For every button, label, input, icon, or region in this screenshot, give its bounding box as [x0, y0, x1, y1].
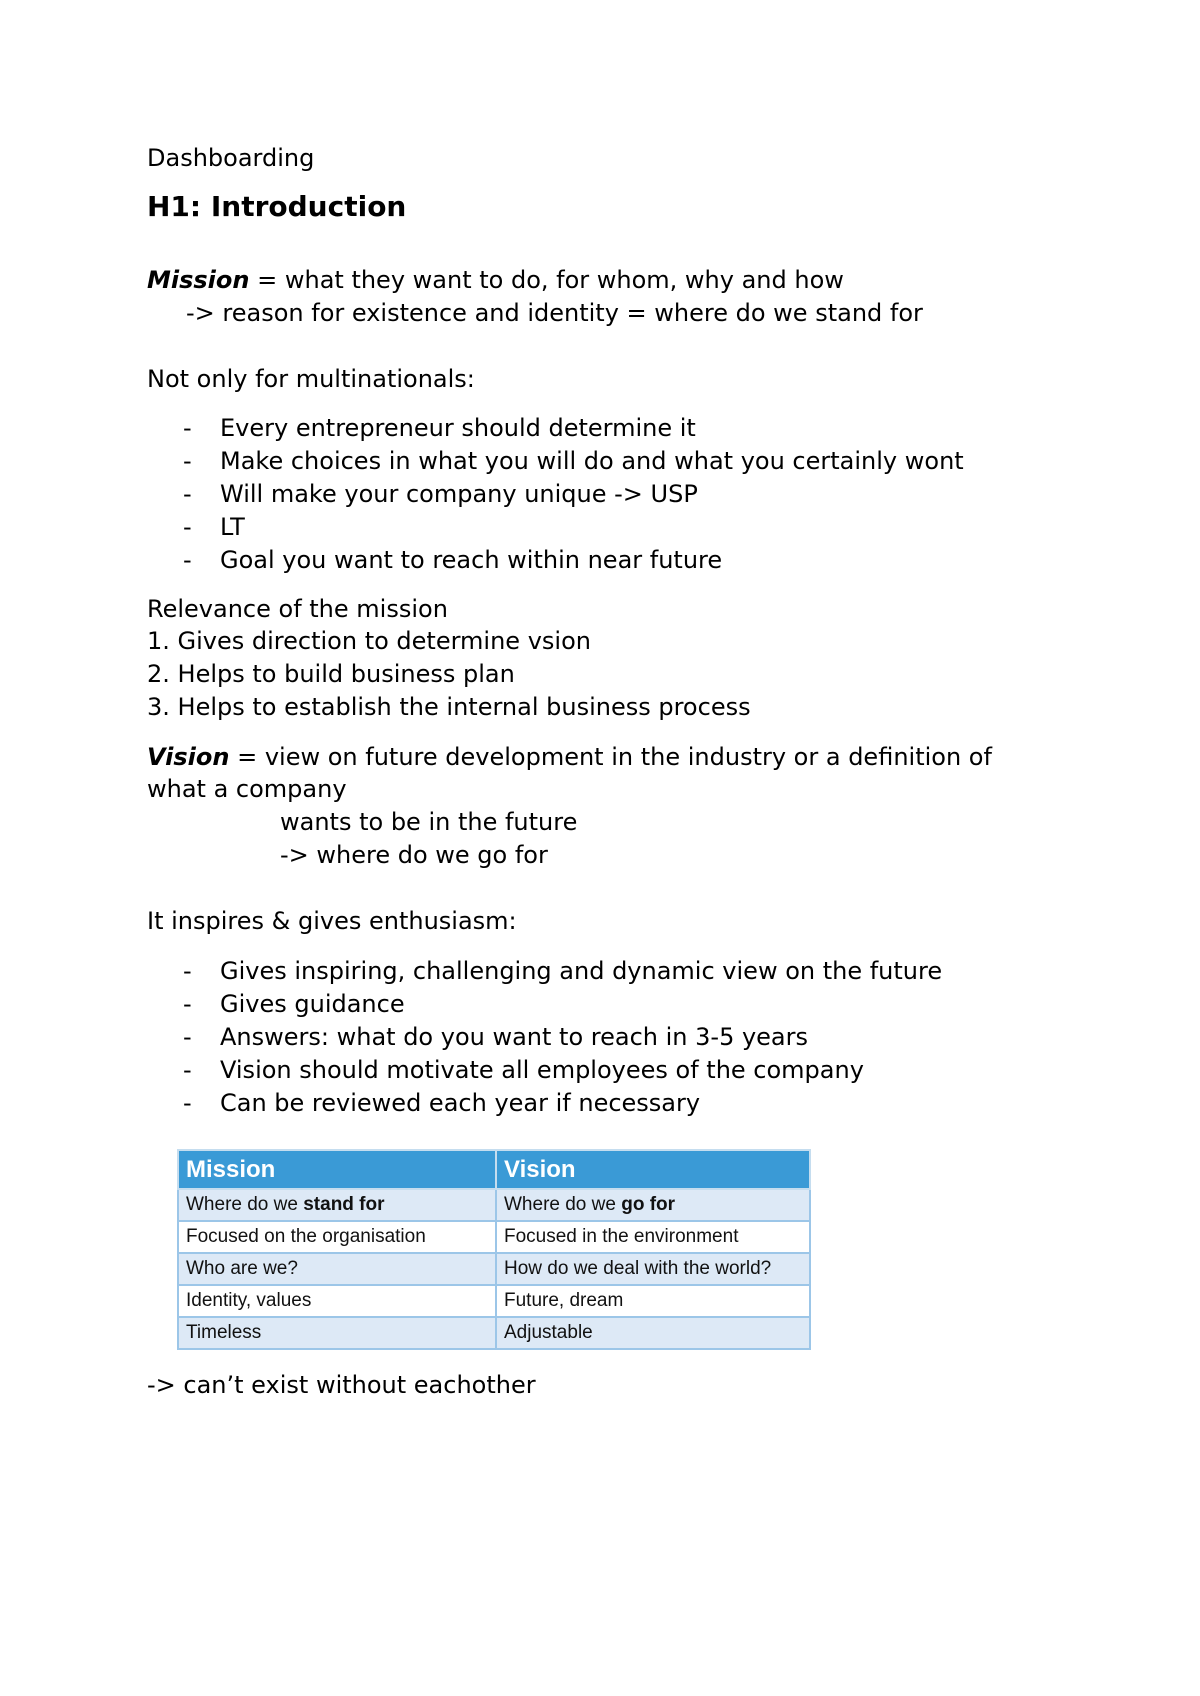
vision-line-3: wants to be in the future — [280, 808, 578, 836]
bullet-dash: - — [183, 957, 192, 985]
mission-sub: -> reason for existence and identity = where do we stand for — [186, 299, 923, 327]
table-row — [178, 1317, 810, 1349]
inspires-label: It inspires & gives enthusiasm: — [147, 907, 517, 935]
vision-line-4: -> where do we go for — [280, 841, 548, 869]
document-page: Dashboarding H1: Introduction Mission = what they want to do, for whom, why and how -> reason for existence and identity = where do we stand for Not only for multinationals: - Every entrepreneur should determine it - Make choices in what you will do and what you certainly wont - Will make your company unique -> USP - LT - Goal you want to reach within near future Relevance of the mission 1. Gives direction to determine vsion 2. Helps to build business plan 3. Helps to establish the internal business process Vision = view on future development in the industry or a definition of what a company wants to be in the future -> where do we go for It inspires & gives enthusiasm: - Gives inspiring, challenging and dynamic view on the future - Gives guidance - Answers: what do you want to reach in 3-5 years - Vision should motivate all employees of the company - Can be reviewed each year if necessary Mission Vision Where do we stand for Where do we go for Focused on the organisation Focused in the environment Who are we? How do we deal with the world? Identity, values Future, dream Timeless Adjustable -> can’t exist without eachother — [147, 144, 992, 1399]
relevance-item: 3. Helps to establish the internal business process — [147, 693, 751, 721]
multinationals-label: Not only for multinationals: — [147, 365, 475, 393]
table-cell: Identity, values — [178, 1285, 496, 1317]
table-cell: Adjustable — [496, 1317, 810, 1349]
table-cell: Timeless — [178, 1317, 496, 1349]
mission-definition — [147, 265, 844, 295]
table-cell: Where do we go for — [496, 1189, 810, 1221]
bullet-dash: - — [183, 1089, 192, 1117]
table-row — [178, 1285, 810, 1317]
table-cell: Who are we? — [178, 1253, 496, 1285]
bullet-dash: - — [183, 990, 192, 1018]
relevance-item: 1. Gives direction to determine vsion — [147, 627, 591, 655]
bullet-dash: - — [183, 414, 192, 442]
heading-introduction: H1: Introduction — [147, 190, 407, 223]
table-cell: Focused on the organisation — [178, 1221, 496, 1253]
table-row — [178, 1253, 810, 1285]
table-cell: Future, dream — [496, 1285, 810, 1317]
relevance-item: 2. Helps to build business plan — [147, 660, 515, 688]
vision-definition — [147, 742, 992, 772]
table-header-row — [178, 1150, 810, 1189]
bullet-dash: - — [183, 480, 192, 508]
bullet-dash: - — [183, 546, 192, 574]
bullet-dash: - — [183, 513, 192, 541]
mission-term: Mission — [147, 266, 250, 294]
table-cell: How do we deal with the world? — [496, 1253, 810, 1285]
mission-vision-table — [177, 1149, 811, 1350]
table-header-mission: Mission — [178, 1150, 496, 1189]
conclusion: -> can’t exist without eachother — [147, 1371, 536, 1399]
table-cell: Focused in the environment — [496, 1221, 810, 1253]
vision-definition-text: = view on future development in the industry or a definition of — [229, 743, 992, 771]
table-header-vision: Vision — [496, 1150, 810, 1189]
table-cell: Where do we stand for — [178, 1189, 496, 1221]
table-row — [178, 1189, 810, 1221]
table-row — [178, 1221, 810, 1253]
vision-line-2: what a company — [147, 775, 347, 803]
relevance-label: Relevance of the mission — [147, 595, 448, 623]
bullet-dash: - — [183, 1023, 192, 1051]
mission-definition-text: = what they want to do, for whom, why and how — [249, 266, 844, 294]
bullet-dash: - — [183, 1056, 192, 1084]
document-title: Dashboarding — [147, 144, 315, 172]
vision-term: Vision — [147, 743, 230, 771]
bullet-dash: - — [183, 447, 192, 475]
